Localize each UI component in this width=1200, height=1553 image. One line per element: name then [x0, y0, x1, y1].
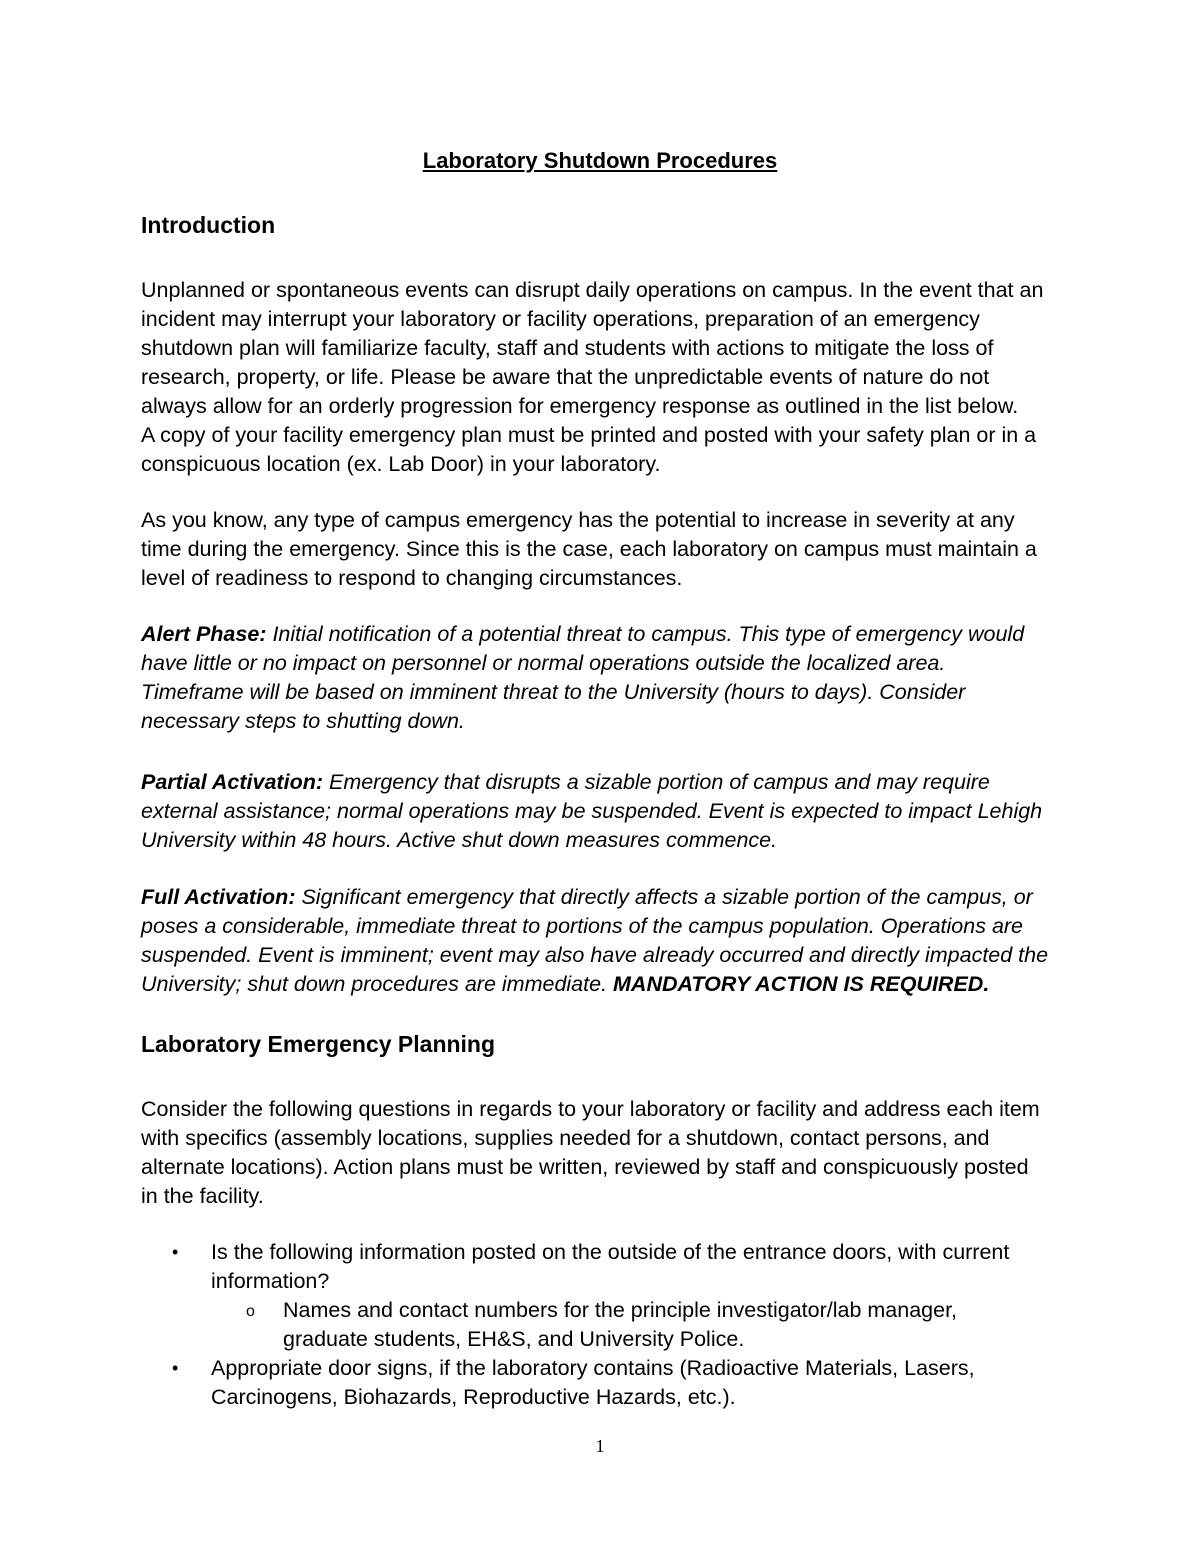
text-line: poses a considerable, immediate threat to portions of the campus population. Operations are [141, 914, 1024, 938]
text-line: Timeframe will be based on imminent threat to the University (hours to days). Consider [141, 680, 966, 704]
text-line: University within 48 hours. Active shut down measures commence. [141, 828, 778, 852]
text-line: Unplanned or spontaneous events can disrupt daily operations on campus. In the event that an [141, 278, 1044, 302]
introduction-heading: Introduction [141, 212, 276, 238]
text-line: incident may interrupt your laboratory or facility operations, preparation of an emergency [141, 307, 980, 331]
text-run: Significant emergency that directly affects a sizable portion of the campus, or [295, 885, 1033, 909]
text-line: conspicuous location (ex. Lab Door) in your laboratory. [141, 452, 661, 476]
text-line: Carcinogens, Biohazards, Reproductive Hazards, etc.). [211, 1385, 736, 1409]
text-line: alternate locations). Action plans must be written, reviewed by staff and conspicuously posted [141, 1155, 1029, 1179]
bullet-icon: • [172, 1358, 179, 1378]
text-line [141, 883, 1071, 912]
text-run: Emergency that disrupts a sizable portion of campus and may require [323, 770, 990, 794]
text-line: A copy of your facility emergency plan must be printed and posted with your safety plan or in a [141, 423, 1037, 447]
list-item [211, 1238, 1071, 1296]
text-line: level of readiness to respond to changing circumstances. [141, 566, 683, 590]
planning-paragraph [141, 1095, 1071, 1211]
document-title: Laboratory Shutdown Procedures [422, 148, 778, 173]
text-line: have little or no impact on personnel or normal operations outside the localized area. [141, 651, 946, 675]
text-line: research, property, or life. Please be aware that the unpredictable events of nature do not [141, 365, 990, 389]
text-line: with specifics (assembly locations, supplies needed for a shutdown, contact persons, and [141, 1126, 990, 1150]
text-line: time during the emergency. Since this is the case, each laboratory on campus must maintain a [141, 537, 1037, 561]
full-activation-label: Full Activation: [141, 885, 296, 909]
partial-activation-label: Partial Activation: [141, 770, 323, 794]
text-line: external assistance; normal operations may be suspended. Event is expected to impact Lehigh [141, 799, 1043, 823]
text-run: University; shut down procedures are immediate. [141, 972, 614, 996]
text-line [141, 970, 1071, 999]
planning-heading: Laboratory Emergency Planning [141, 1031, 496, 1057]
text-line: Is the following information posted on the outside of the entrance doors, with current [211, 1240, 1010, 1264]
intro-paragraph-1 [141, 276, 1071, 479]
text-line: necessary steps to shutting down. [141, 709, 465, 733]
list-item [211, 1354, 1071, 1412]
text-line: As you know, any type of campus emergency has the potential to increase in severity at any [141, 508, 1015, 532]
mandatory-action-text: MANDATORY ACTION IS REQUIRED. [613, 972, 990, 996]
text-line: shutdown plan will familiarize faculty, staff and students with actions to mitigate the loss of [141, 336, 994, 360]
text-line: Names and contact numbers for the principle investigator/lab manager, [283, 1298, 958, 1322]
alert-phase-paragraph [141, 620, 1071, 736]
text-line: always allow for an orderly progression for emergency response as outlined in the list below. [141, 394, 1019, 418]
text-line: suspended. Event is imminent; event may also have already occurred and directly impacted the [141, 943, 1049, 967]
full-activation-paragraph [141, 883, 1071, 999]
text-line: information? [211, 1269, 330, 1293]
page-number: 1 [595, 1436, 605, 1456]
circle-bullet-icon: o [246, 1303, 255, 1320]
text-line: Appropriate door signs, if the laboratory contains (Radioactive Materials, Lasers, [211, 1356, 975, 1380]
text-line: graduate students, EH&S, and University Police. [283, 1327, 745, 1351]
partial-activation-paragraph [141, 768, 1071, 855]
text-line [141, 620, 1071, 649]
text-line: in the facility. [141, 1184, 264, 1208]
text-line [141, 768, 1071, 797]
bullet-icon: • [172, 1242, 179, 1262]
text-run: Initial notification of a potential threat to campus. This type of emergency would [266, 622, 1025, 646]
intro-paragraph-2 [141, 506, 1071, 593]
sub-list-item [283, 1296, 1083, 1354]
alert-phase-label: Alert Phase: [141, 622, 267, 646]
text-line: Consider the following questions in regards to your laboratory or facility and address each item [141, 1097, 1040, 1121]
